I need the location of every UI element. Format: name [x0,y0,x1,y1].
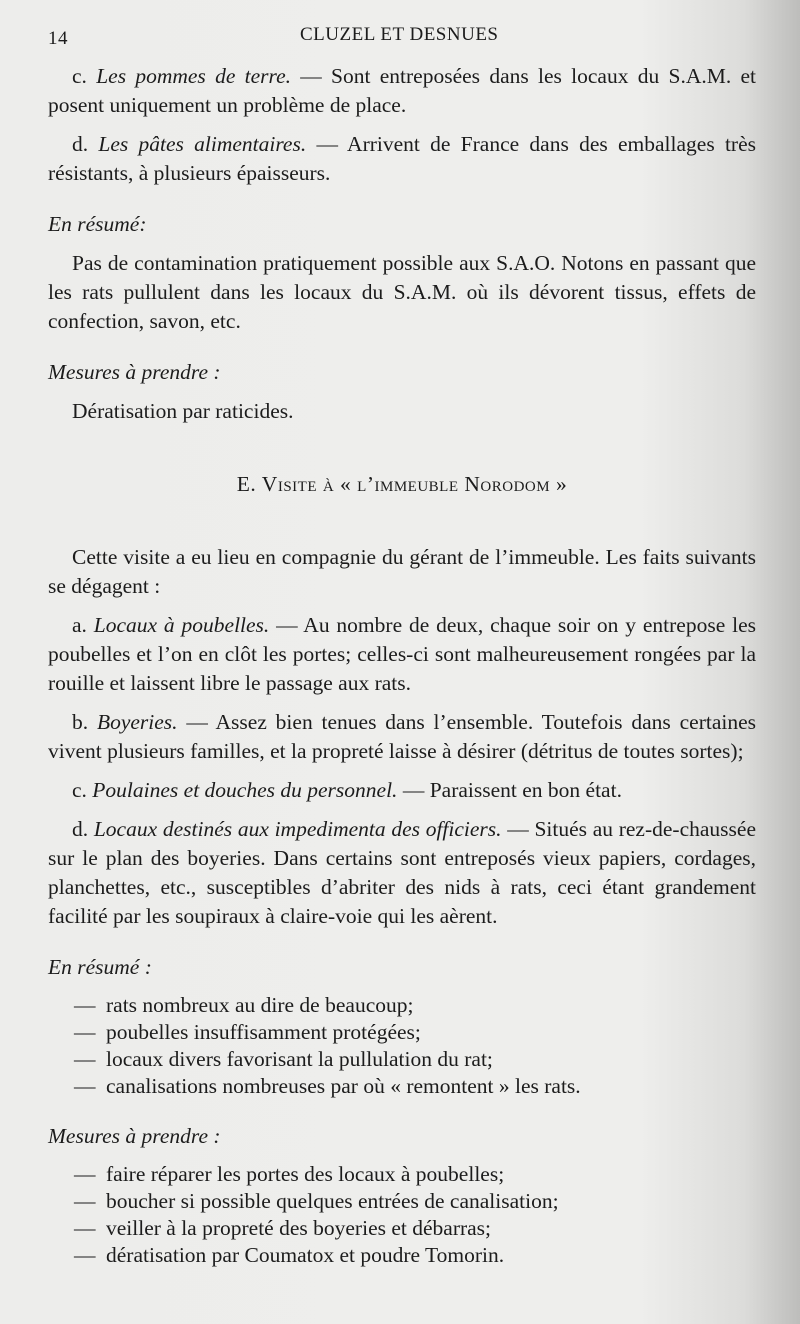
list-item [48,1161,756,1188]
list-item-text: boucher si possible quelques entrées de canalisation; [106,1189,559,1213]
list-item [48,992,756,1019]
paragraph-c-pommes-de-terre [48,62,756,120]
list-item-c [48,776,756,805]
item-marker: a. [72,613,94,637]
item-text: — Arrivent de France dans des emballages très résistants, à plusieurs épaisseurs. [48,132,756,185]
list-item [48,1188,756,1215]
list-item-text: dératisation par Coumatox et poudre Tomorin. [106,1243,505,1267]
item-marker: b. [72,710,97,734]
page-header [0,22,800,52]
item-text: — Au nombre de deux, chaque soir on y entrepose les poubelles et l’on en clôt les portes; celles-ci sont malheureusement rongées par la rouille et laissent libre le passage aux rats. [48,613,756,695]
page-number: 14 [48,28,68,49]
item-title: Poulaines et douches du personnel. [92,778,398,802]
item-marker: c. [72,64,97,88]
list-item-a [48,611,756,698]
measures-label: Mesures à prendre : [48,1124,221,1148]
item-text: — Sont entreposées dans les locaux du S.A.M. et posent uniquement un problème de place. [48,64,757,117]
dash-marker: — [74,1047,96,1071]
summary-label: En résumé: [48,212,147,236]
list-item [48,1242,756,1269]
item-marker: c. [72,778,93,802]
item-marker: d. [72,817,94,841]
item-title: Les pommes de terre. [96,64,292,88]
list-item [48,1046,756,1073]
section-intro: Cette visite a eu lieu en compagnie du gérant de l’immeuble. Les faits suivants se dégagent : [48,545,756,598]
running-head: CLUZEL ET DESNUES [300,24,499,45]
list-item [48,1073,756,1100]
list-item [48,1019,756,1046]
paragraph-d-pates [48,130,756,188]
item-title: Les pâtes alimentaires. [98,132,307,156]
list-item-text: rats nombreux au dire de beaucoup; [106,993,414,1017]
item-text: — Situés au rez-de-chaussée sur le plan des boyeries. Dans certains sont entreposés vieux papiers, cordages, planchettes, etc., susceptibles d’abriter des nids à rats, ceci étant grandement facilité par les soupiraux à claire-voie qui les aèrent. [48,817,756,928]
item-text: — Paraissent en bon état. [397,778,622,802]
dash-marker: — [74,1020,96,1044]
summary-label: En résumé : [48,955,152,979]
measures-list [48,1161,756,1269]
item-title: Boyeries. [96,710,178,734]
dash-marker: — [74,1189,96,1213]
list-item-b [48,708,756,766]
list-item-d [48,815,756,931]
item-title: Locaux à poubelles. [93,613,270,637]
dash-marker: — [74,1243,96,1267]
list-item-text: canalisations nombreuses par où « remontent » les rats. [106,1074,581,1098]
list-item-text: locaux divers favorisant la pullulation du rat; [106,1047,493,1071]
list-item-text: poubelles insuffisamment protégées; [106,1020,421,1044]
page-body [48,62,756,1269]
summary-text: Pas de contamination pratiquement possible aux S.A.O. Notons en passant que les rats pullulent dans les locaux du S.A.M. où ils dévorent tissus, effets de confection, savon, etc. [48,251,756,333]
dash-marker: — [74,1216,96,1240]
dash-marker: — [74,993,96,1017]
item-text: — Assez bien tenues dans l’ensemble. Toutefois dans certaines vivent plusieurs familles, et la propreté laisse à désirer (détritus de toutes sortes); [48,710,756,763]
summary-list [48,992,756,1100]
measures-text: Dératisation par raticides. [72,399,294,423]
item-title: Locaux destinés aux impedimenta des officiers. [93,817,502,841]
item-marker: d. [72,132,99,156]
section-heading: E. Visite à « l’immeuble Norodom » [236,472,568,496]
dash-marker: — [74,1162,96,1186]
list-item-text: faire réparer les portes des locaux à poubelles; [106,1162,505,1186]
measures-label: Mesures à prendre : [48,360,221,384]
list-item [48,1215,756,1242]
dash-marker: — [74,1074,96,1098]
list-item-text: veiller à la propreté des boyeries et débarras; [106,1216,492,1240]
